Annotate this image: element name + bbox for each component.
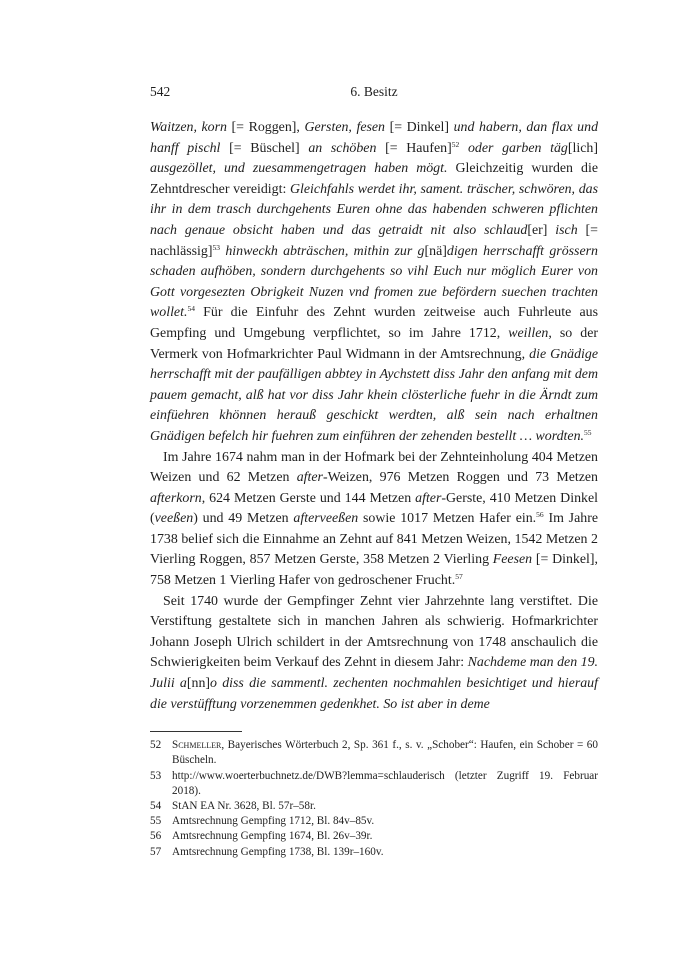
quotation-text: afterveeßen [293, 511, 359, 527]
quotation-text: die Gnädige herrschafft mit der paufälligen abbtey in Aychstett diss Jahr den anfang mit dem pauem gemacht, alß hat vor diss Jahr khein clösterliche fuehr in die Ärndt zum einfüehren khönnen herauß geschickt werdten, alß sein nach erhaltnen Gnädigen befelch hir fuehren zum einführen der zehenden bestellt … wordten. [150, 346, 598, 444]
text-run: [= Büschel] [220, 140, 309, 156]
paragraph [150, 448, 598, 592]
quotation-text: after [415, 490, 442, 506]
paragraph [150, 592, 598, 716]
footnote-marker: 53 [212, 242, 220, 252]
quotation-text: weillen [508, 325, 549, 341]
text-run: , so der Vermerk von Hofmarkrichter Paul Widmann in der Amtsrechnung, [150, 325, 598, 362]
footnote-text [172, 738, 598, 768]
text-run: -Weizen, 976 Metzen Roggen und 73 Metzen [322, 470, 598, 486]
text-run: -Gerste, 410 Metzen Dinkel ( [150, 490, 598, 527]
footnote-marker: 57 [455, 572, 463, 582]
text-run: , Bayerisches Wörterbuch 2, Sp. 361 f., s. v. „Schober“: Haufen, ein Schober = 60 Büscheln. [172, 739, 598, 767]
running-title: 6. Besitz [350, 84, 398, 99]
text-run: sowie 1017 Metzen Hafer ein. [358, 511, 537, 527]
body-text [150, 118, 598, 715]
footnote-marker: 52 [451, 139, 460, 149]
text-run: [= Dinkel] [385, 120, 454, 135]
quotation-text: hinweckh abträschen, mithin zur g [225, 243, 425, 259]
quotation-text: afterkorn [150, 490, 202, 506]
footnote-number: 56 [150, 830, 162, 843]
text-run: StAN EA Nr. 3628, Bl. 57r–58r. [172, 800, 316, 813]
text-run: [nn] [186, 676, 211, 692]
footnote-number: 52 [150, 739, 162, 752]
text-run: [lich] [567, 140, 598, 156]
text-run: [= Roggen], [226, 120, 305, 135]
text-run: [= nachlässig] [150, 222, 599, 259]
text-run: , 624 Metzen Gerste und 144 Metzen [201, 490, 416, 506]
footnote [150, 799, 598, 814]
author-name: Schmeller [172, 739, 222, 752]
book-page [150, 84, 598, 860]
quotation-text: oder garben täg [467, 140, 568, 156]
footnote-text [172, 829, 598, 844]
text-run: ) und 49 Metzen [193, 511, 294, 527]
footnote [150, 738, 598, 768]
text-run: [= Dinkel], 758 Metzen 1 Vierling Hafer von gedroschener Frucht. [150, 552, 598, 589]
footnote-marker: 55 [584, 427, 592, 437]
text-run: Amtsrechnung Gempfing 1674, Bl. 26v–39r. [172, 830, 373, 843]
footnote-number: 53 [150, 769, 162, 782]
footnote-text [172, 845, 598, 860]
quotation-text: Waitzen, korn [150, 120, 227, 135]
quotation-text: digen herrschafft grössern schaden aufhöben, sondern durchgehents so vihl Euch nur möglich Eurer von Gott vorgesezten Obrigkeit Nuzen vnd fromen zue befördern suechen trachten wollet. [150, 243, 598, 321]
text-run: http://www.woerterbuchnetz.de/DWB?lemma=schlauderisch (letzter Zugriff 19. Februar 2018). [172, 769, 598, 797]
footnote-separator [150, 731, 242, 732]
quotation-text: after [296, 470, 323, 486]
quotation-text: Nachdeme man den 19. Julii a [150, 655, 598, 692]
text-run: Amtsrechnung Gempfing 1738, Bl. 139r–160v. [172, 845, 384, 858]
quotation-text: ausgezöllet, und zuesammengetragen haben mögt. [150, 161, 448, 177]
text-run: Gleichzeitig wurden die Zehntdrescher vereidigt: [150, 161, 598, 197]
footnote-link-text [172, 769, 598, 799]
quotation-text: isch [555, 222, 578, 238]
footnote [150, 829, 598, 844]
text-run: Für die Einfuhr des Zehnt wurden zeitweise auch Fuhrleute aus Gempfing und Umgebung verpflichtet, so im Jahre 1712, [150, 305, 598, 341]
text-run: [nä] [424, 243, 447, 259]
quotation-text: Gersten, fesen [304, 120, 386, 135]
quotation-text: veeßen [154, 511, 194, 527]
footnote [150, 845, 598, 860]
text-run [459, 141, 468, 156]
footnote-marker: 54 [187, 304, 195, 314]
running-head [150, 84, 598, 106]
footnote-marker: 56 [536, 510, 544, 520]
text-run: [er] [527, 222, 556, 238]
text-run: Im Jahre 1674 nahm man in der Hofmark bei der Zehnteinholung 404 Metzen Weizen und 62 Metzen [150, 449, 598, 486]
footnote-number: 55 [150, 815, 162, 828]
text-run: Amtsrechnung Gempfing 1712, Bl. 84v–85v. [172, 815, 375, 828]
quotation-text: und habern, dan flax und hanff pischl [150, 120, 599, 156]
quotation-text: Feesen [492, 552, 533, 568]
footnote-text [172, 799, 598, 814]
footnote-text [172, 814, 598, 829]
paragraph [150, 118, 598, 448]
footnote [150, 814, 598, 829]
footnote-number: 57 [150, 845, 162, 858]
text-run: [= Haufen] [376, 140, 452, 156]
text-run: Seit 1740 wurde der Gempfinger Zehnt vier Jahrzehnte lang verstiftet. Die Verstiftung gestaltete sich in manchen Jahren als schwierig. Hofmarkrichter Johann Joseph Ulrich schildert in der Amtsrechnung von 1748 anschaulich die Schwierigkeiten beim Verkauf des Zehnt in diesem Jahr: [150, 593, 598, 671]
footnote-number: 54 [150, 800, 162, 813]
footnotes [150, 738, 598, 860]
quotation-text: o diss die sammentl. zechenten nochmahlen besichtiget und hierauf die verstüfftung vorzenemmen gedenkhet. So ist aber in deme [150, 676, 598, 712]
page-number: 542 [150, 84, 171, 99]
footnote [150, 769, 598, 799]
quotation-text: an schöben [308, 140, 377, 156]
text-run: Im Jahre 1738 belief sich die Einnahme an Zehnt auf 841 Metzen Weizen, 1542 Metzen 2 Vierling Roggen, 857 Metzen Gerste, 358 Metzen 2 Vierling [150, 511, 598, 568]
quotation-text: Gleichfahls werdet ihr, sament. träscher, schwören, das ihr in dem trasch durchgehents Euren ohne das habenden schweren pflichten nach genaue obsicht haben und das getraidt nit also schlaud [150, 181, 598, 238]
